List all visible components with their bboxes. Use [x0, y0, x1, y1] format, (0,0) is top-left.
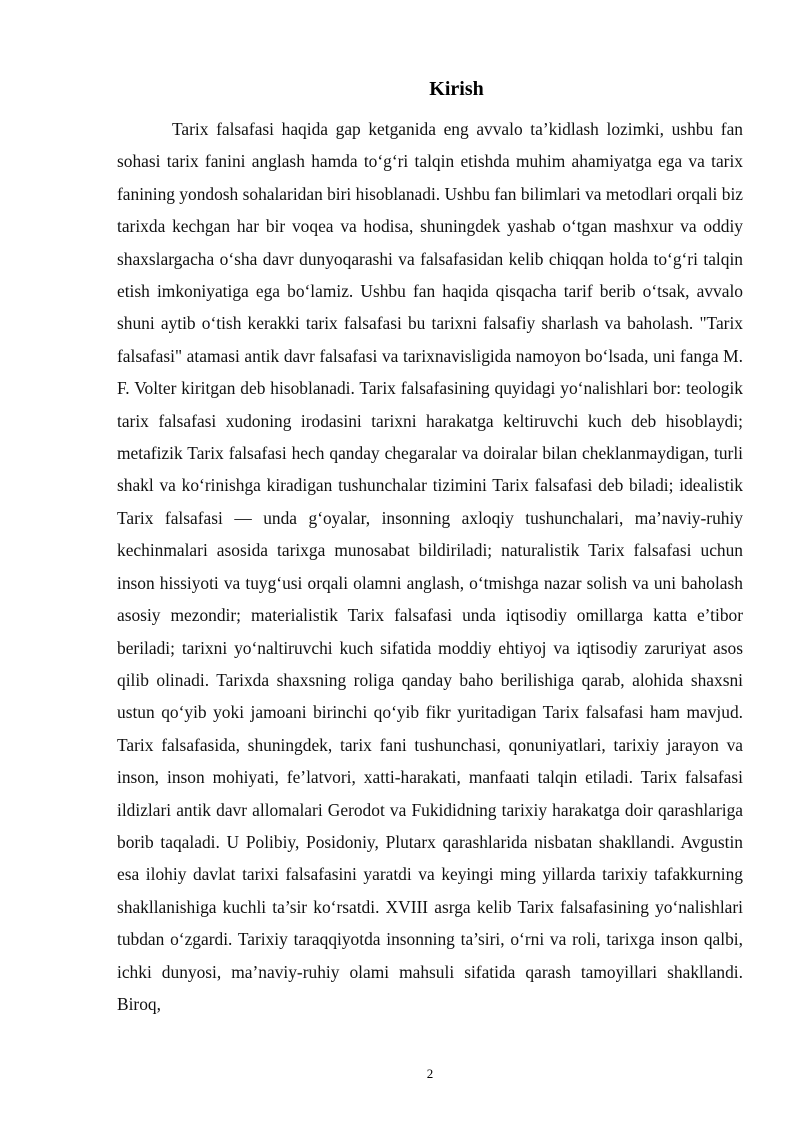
page-number: 2 [426, 1066, 434, 1081]
page-title: Kirish [429, 78, 484, 100]
body-paragraph: Tarix falsafasi haqida gap ketganida eng avvalo ta’kidlash lozimki, ushbu fan sohasi tarix fanini anglash hamda to‘g‘ri talqin etishda muhim ahamiyatga ega va tarix fanining yondosh sohalaridan biri hisoblanadi. Ushbu fan bilimlari va metodlari orqali biz tarixda kechgan har bir voqea va hodisa, shuningdek yashab o‘tgan mashxur va oddiy shaxslargacha o‘sha davr dunyoqarashi va falsafasidan kelib chiqqan holda to‘g‘ri talqin etish imkoniyatiga ega bo‘lamiz. Ushbu fan haqida qisqacha tarif berib o‘tsak, avvalo shuni aytib o‘tish kerakki tarix falsafasi bu tarixni falsafiy sharlash va baholash. "Tarix falsafasi" atamasi antik davr falsafasi va tarixnavisligida namoyon bo‘lsada, uni fanga M. F. Volter kiritgan deb hisoblanadi. Tarix falsafasining quyidagi yo‘nalishlari bor: teologik tarix falsafasi xudoning irodasini tarixni harakatga keltiruvchi kuch deb hisoblaydi; metafizik Tarix falsafasi hech qanday chegaralar va doiralar bilan cheklanmaydigan, turli shakl va ko‘rinishga kiradigan tushunchalar tizimini Tarix falsafasi deb biladi; idealistik Tarix falsafasi — unda g‘oyalar, insonning axloqiy tushunchalari, ma’naviy-ruhiy kechinmalari asosida tarixga munosabat bildiriladi; naturalistik Tarix falsafasi uchun inson hissiyoti va tuyg‘usi orqali olamni anglash, o‘tmishga nazar solish va uni baholash asosiy mezondir; materialistik Tarix falsafasi unda iqtisodiy omillarga katta e’tibor beriladi; tarixni yo‘naltiruvchi kuch sifatida moddiy ehtiyoj va iqtisodiy zaruriyat asos qilib olinadi. Tarixda shaxsning roliga qanday baho berilishiga qarab, alohida shaxsni ustun qo‘yib yoki jamoani birinchi qo‘yib fikr yuritadigan Tarix falsafasi ham mavjud. Tarix falsafasida, shuningdek, tarix fani tushunchasi, qonuniyatlari, tarixiy jarayon va inson, inson mohiyati, fe’latvori, xatti-harakati, manfaati talqin etiladi. Tarix falsafasi ildizlari antik davr allomalari Gerodot va Fukididning tarixiy harakatga doir qarashlariga borib taqaladi. U Polibiy, Posidoniy, Plutarx qarashlarida nisbatan shakllandi. Avgustin esa ilohiy davlat tarixi falsafasini yaratdi va keyingi ming yillarda tarixiy tafakkurning shakllanishiga kuchli ta’sir ko‘rsatdi. XVIII asrga kelib Tarix falsafasining yo‘nalishlari tubdan o‘zgardi. Tarixiy taraqqiyotda insonning ta’siri, o‘rni va roli, tarixga inson qalbi, ichki dunyosi, ma’naviy-ruhiy olami mahsuli sifatida qarash tamoyillari shakllandi. Biroq, [117, 119, 743, 1014]
